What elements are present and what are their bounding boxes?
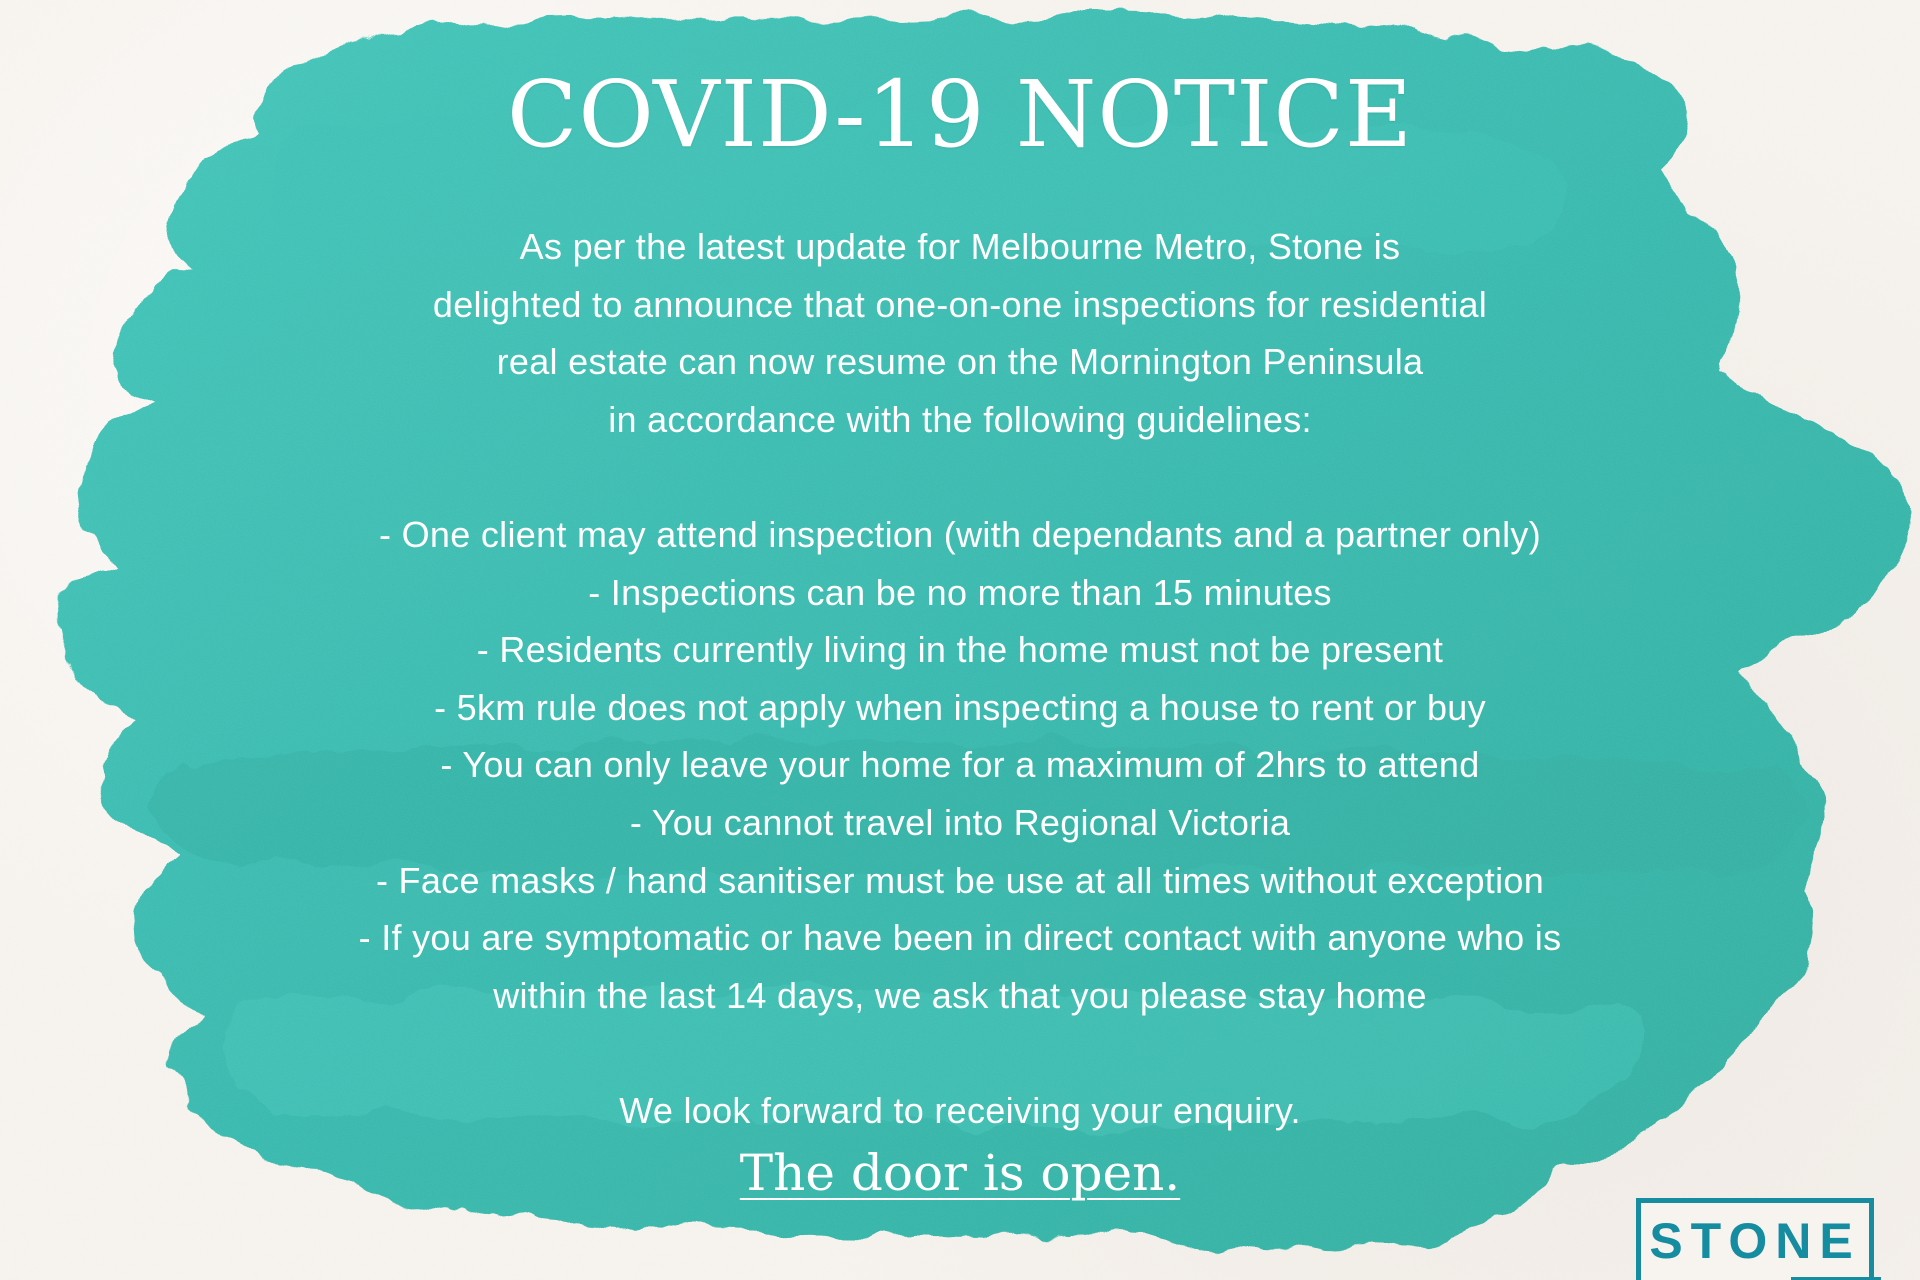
guideline-item: - 5km rule does not apply when inspecting a house to rent or buy: [434, 686, 1486, 728]
notice-title: COVID-19 NOTICE: [506, 61, 1414, 168]
logo-wordmark: STONE: [1649, 1213, 1861, 1269]
guideline-item: - You can only leave your home for a maximum of 2hrs to attend: [440, 744, 1480, 786]
tagline-text: The door is open.: [739, 1144, 1181, 1202]
stone-logo: [1636, 1198, 1874, 1280]
guideline-item: - You cannot travel into Regional Victoria: [629, 801, 1291, 843]
intro-line: delighted to announce that one-on-one inspections for residential: [432, 283, 1488, 325]
intro-line: in accordance with the following guidelines:: [608, 398, 1312, 440]
guideline-item: - Face masks / hand sanitiser must be use at all times without exception: [375, 859, 1545, 901]
guideline-item: - One client may attend inspection (with dependants and a partner only): [379, 513, 1541, 555]
closing-line: We look forward to receiving your enquiry.: [619, 1089, 1301, 1131]
guideline-item: - Residents currently living in the home must not be present: [476, 629, 1444, 671]
spacer: [160, 448, 1760, 506]
intro-line: real estate can now resume on the Mornington Peninsula: [496, 341, 1424, 383]
guideline-item: - If you are symptomatic or have been in direct contact with anyone who is: [358, 917, 1562, 959]
intro-line: As per the latest update for Melbourne Metro, Stone is: [519, 226, 1401, 267]
guideline-item: - Inspections can be no more than 15 minutes: [588, 571, 1332, 613]
tagline: [160, 1138, 1760, 1208]
notice-body: [160, 218, 1760, 1140]
guideline-item-continued: within the last 14 days, we ask that you please stay home: [493, 974, 1427, 1016]
spacer: [160, 1024, 1760, 1082]
